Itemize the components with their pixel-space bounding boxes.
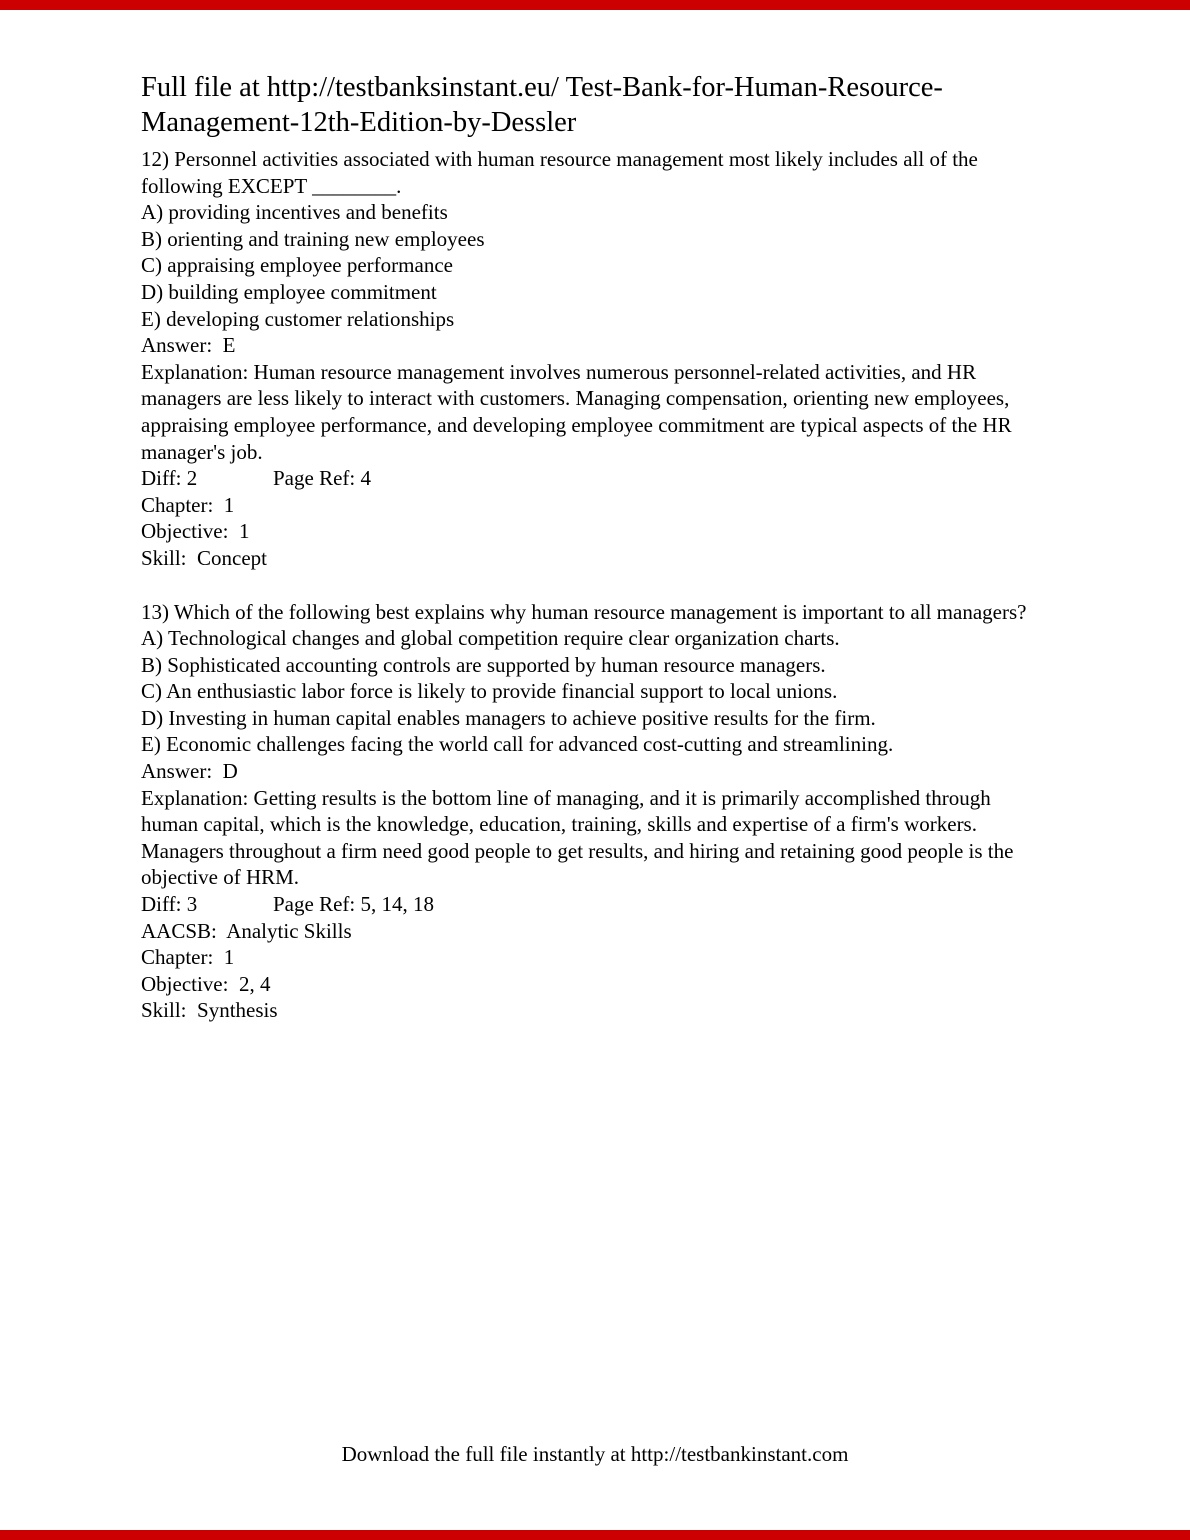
question-12 [141, 146, 1053, 572]
answer-line: Answer: D [141, 759, 238, 784]
chapter-line: Chapter: 1 [141, 492, 235, 517]
explanation-text: Explanation: Getting results is the bottom line of managing, and it is primarily accomplished through human capital, which is the knowledge, education, training, skills and expertise of a firm's workers. Managers throughout a firm need good people to get results, and hiring and retaining good people is the objective of HRM. [141, 785, 1019, 890]
explanation-text: Explanation: Human resource management involves numerous personnel-related activities, and HR managers are less likely to interact with customers. Managing compensation, orienting new employees, appraising employee performance, and developing employee commitment are typical aspects of the HR manager's job. [141, 359, 1017, 464]
question-gap [141, 572, 1053, 599]
option-c: C) appraising employee performance [141, 253, 453, 278]
option-e: E) Economic challenges facing the world call for advanced cost-cutting and streamlining. [141, 732, 894, 757]
skill-line: Skill: Synthesis [141, 998, 278, 1023]
option-d: D) Investing in human capital enables managers to achieve positive results for the firm. [141, 705, 876, 730]
option-c: C) An enthusiastic labor force is likely to provide financial support to local unions. [141, 679, 838, 704]
option-d: D) building employee commitment [141, 279, 437, 304]
question-stem: 12) Personnel activities associated with human resource management most likely includes all of the following EXCEPT ________. [141, 147, 984, 198]
option-a: A) Technological changes and global competition require clear organization charts. [141, 626, 840, 651]
option-b: B) orienting and training new employees [141, 226, 485, 251]
chapter-line: Chapter: 1 [141, 945, 235, 970]
option-e: E) developing customer relationships [141, 306, 455, 331]
skill-line: Skill: Concept [141, 545, 267, 570]
page-header: Full file at http://testbanksinstant.eu/ Test-Bank-for-Human-Resource-Management-12th-Edition-by-Dessler [141, 72, 943, 138]
objective-line: Objective: 1 [141, 519, 250, 544]
diff-pageref-row [141, 891, 1053, 918]
diff-pageref-row [141, 465, 1053, 492]
top-red-bar [0, 0, 1190, 10]
page-ref-value: Page Ref: 5, 14, 18 [273, 892, 434, 917]
diff-value: Diff: 2 [141, 466, 198, 491]
page-footer: Download the full file instantly at http://testbankinstant.com [341, 1442, 849, 1466]
page-content [141, 70, 1053, 1024]
answer-line: Answer: E [141, 333, 236, 358]
page-ref-value: Page Ref: 4 [273, 466, 371, 491]
option-a: A) providing incentives and benefits [141, 200, 448, 225]
diff-value: Diff: 3 [141, 892, 198, 917]
aacsb-line: AACSB: Analytic Skills [141, 918, 352, 943]
option-b: B) Sophisticated accounting controls are supported by human resource managers. [141, 652, 826, 677]
question-stem: 13) Which of the following best explains why human resource management is important to all managers? [141, 599, 1027, 624]
question-13 [141, 599, 1053, 1025]
bottom-red-bar [0, 1530, 1190, 1540]
objective-line: Objective: 2, 4 [141, 971, 271, 996]
